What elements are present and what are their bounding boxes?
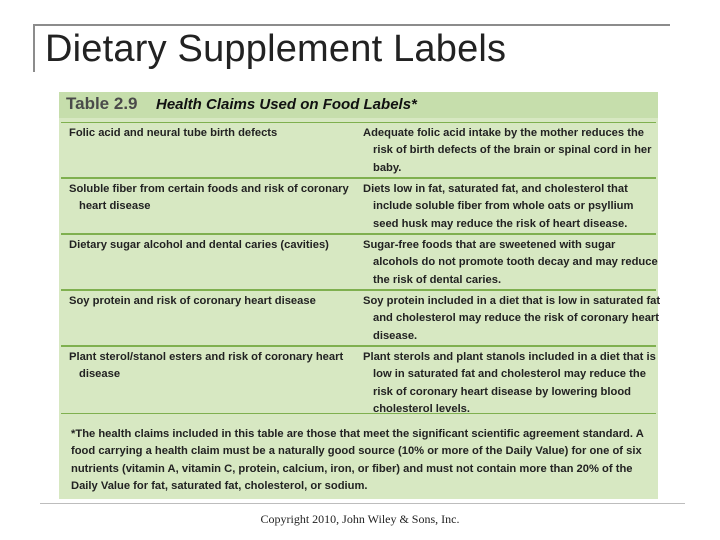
- title-frame-top-line: [33, 24, 670, 26]
- claim-cell: Plant sterol/stanol esters and risk of coronary heart disease: [69, 351, 344, 381]
- table-row: [61, 347, 656, 416]
- table-row: [61, 235, 656, 289]
- bottom-rule: [40, 503, 685, 504]
- copyright-text: Copyright 2010, John Wiley & Sons, Inc.: [260, 512, 460, 526]
- claim-cell: Soluble fiber from certain foods and risk of coronary heart disease: [69, 183, 349, 213]
- description-cell: Sugar-free foods that are sweetened with sugar alcohols do not promote tooth decay and may reduce the risk of dental caries.: [363, 239, 658, 286]
- title-frame-left-line: [33, 24, 35, 72]
- description-cell: Soy protein included in a diet that is low in saturated fat and cholesterol may reduce the risk of coronary heart disease.: [363, 295, 661, 342]
- table-body: [61, 122, 661, 416]
- table-row: [61, 179, 656, 233]
- table-number: Table 2.9: [66, 94, 138, 113]
- claim-cell: Soy protein and risk of coronary heart disease: [69, 295, 316, 307]
- table-title: Health Claims Used on Food Labels*: [156, 96, 417, 113]
- description-cell: Plant sterols and plant stanols included in a diet that is low in saturated fat and cholesterol may reduce the risk of coronary heart disease by lowering blood cholesterol levels.: [363, 351, 656, 416]
- health-claims-table: [59, 92, 661, 499]
- table-row: [61, 123, 656, 177]
- table-footnote: *The health claims included in this table are those that meet the significant scientific agreement standard. A food carrying a health claim must be a naturally good source (10% or more of the Daily Value) for one of six nutrients (vitamin A, vitamin C, protein, calcium, iron, or fiber) and must not contain more than 20% of the Daily Value for fat, saturated fat, cholesterol, or sodium.: [71, 428, 644, 493]
- claim-cell: Dietary sugar alcohol and dental caries (cavities): [69, 239, 329, 251]
- claim-cell: Folic acid and neural tube birth defects: [69, 127, 278, 139]
- description-cell: Diets low in fat, saturated fat, and cholesterol that include soluble fiber from whole oats or psyllium seed husk may reduce the risk of heart disease.: [363, 183, 634, 230]
- description-cell: Adequate folic acid intake by the mother reduces the risk of birth defects of the brain or spinal cord in her baby.: [363, 127, 652, 174]
- table-row: [61, 291, 661, 345]
- slide-title: Dietary Supplement Labels: [45, 28, 507, 70]
- table-header: [59, 92, 658, 118]
